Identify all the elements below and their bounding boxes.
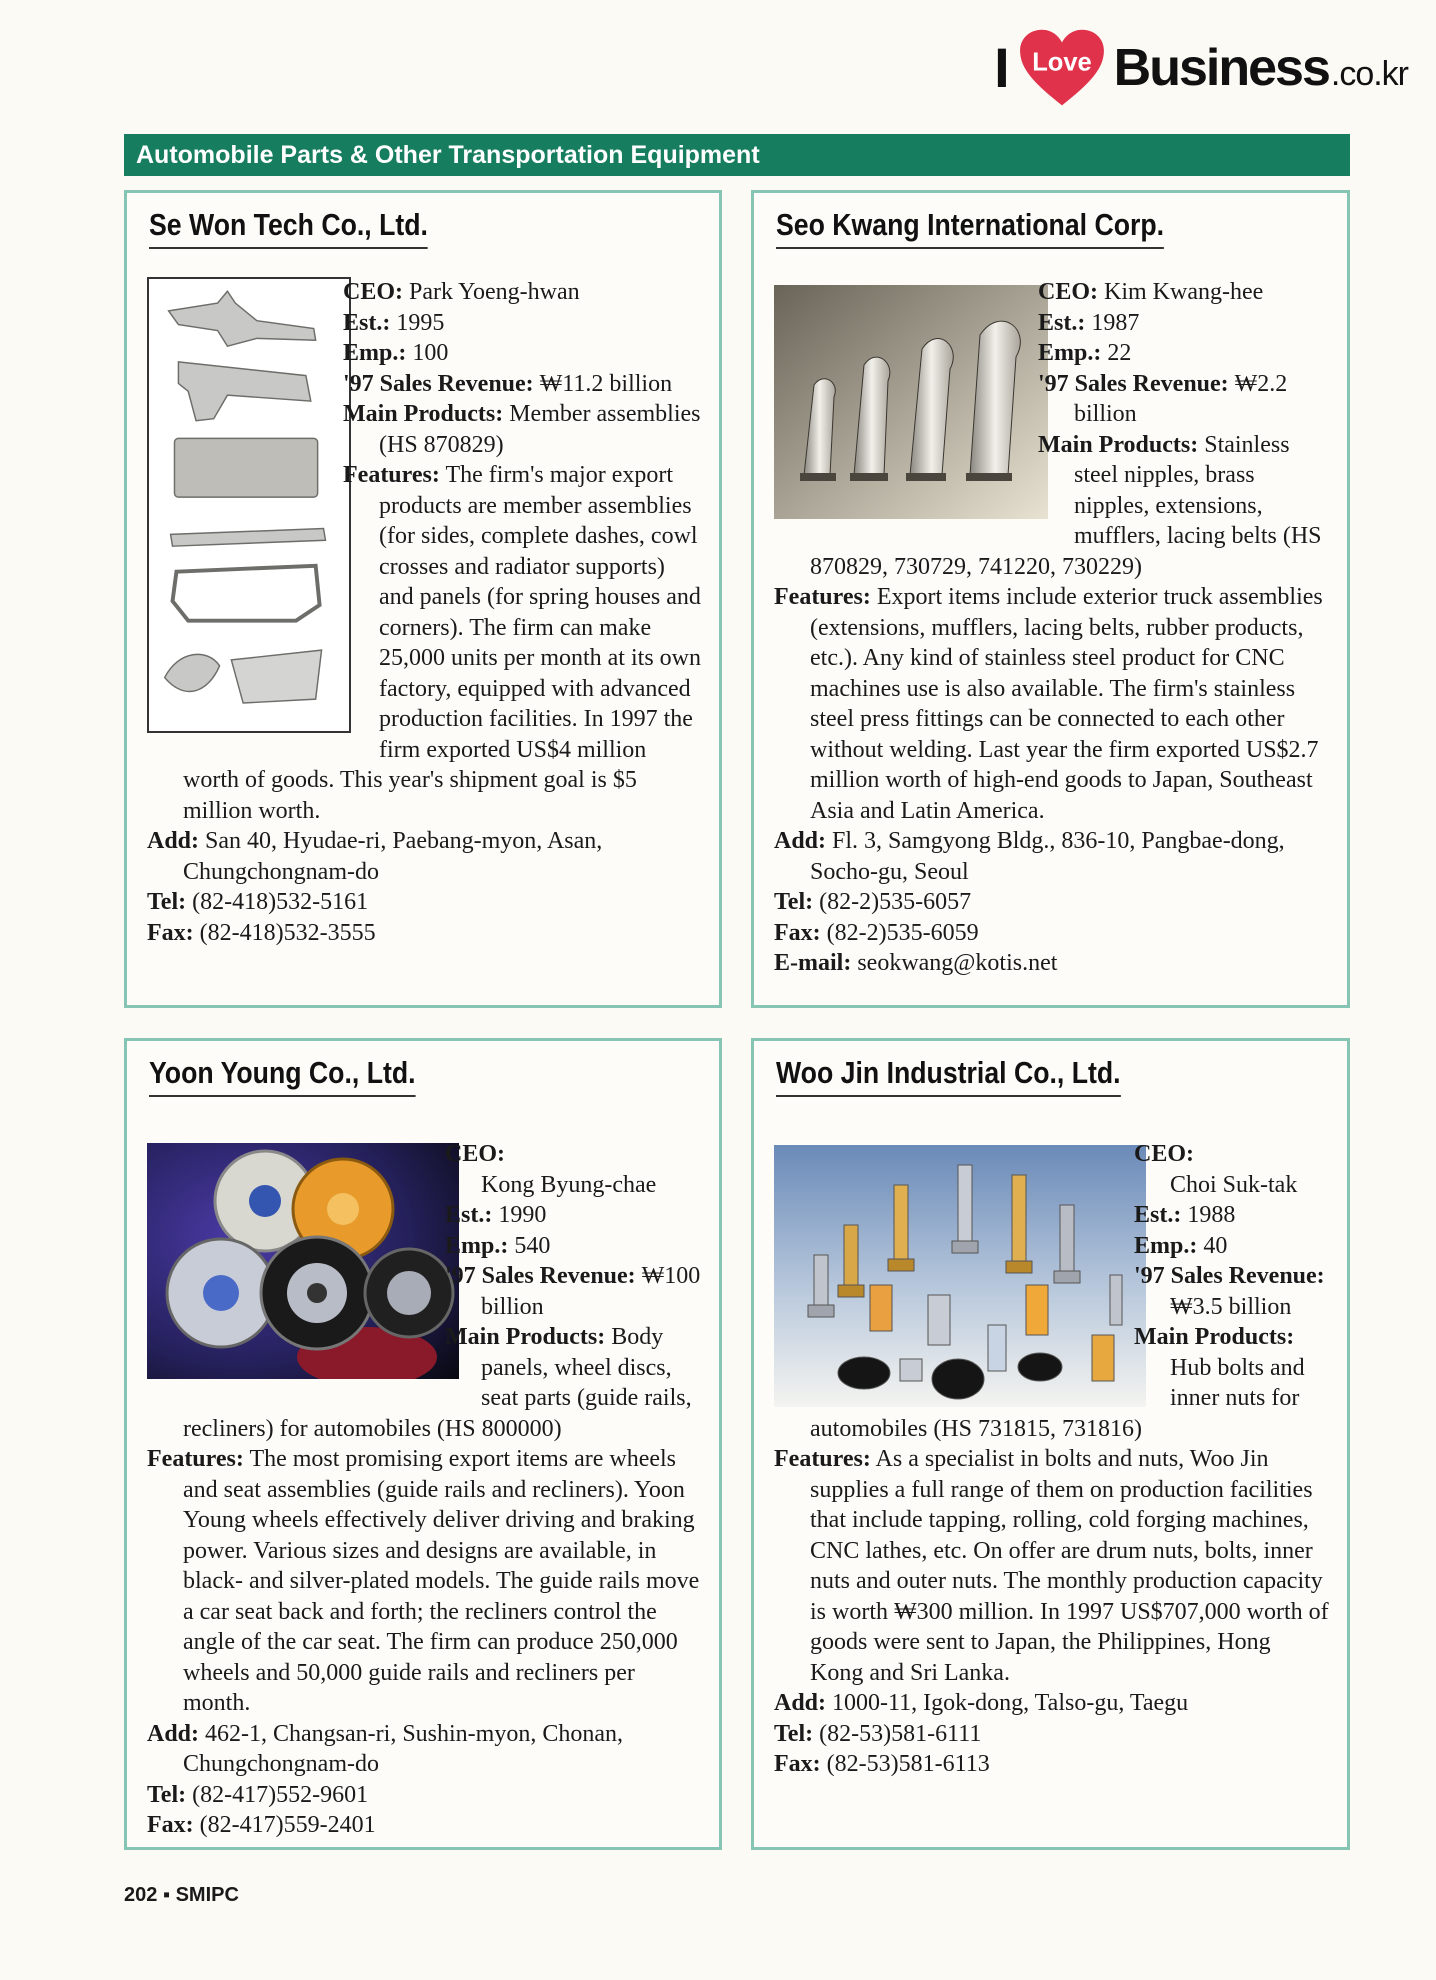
- add-value: 1000-11, Igok-dong, Talso-gu, Taegu: [832, 1690, 1189, 1716]
- add-label: Add:: [774, 1690, 827, 1716]
- sales-label: '97 Sales Revenue:: [343, 370, 534, 397]
- logo-love: Love: [1031, 48, 1092, 77]
- ceo-label: CEO:: [445, 1141, 505, 1167]
- tel-label: Tel:: [147, 889, 187, 915]
- company-card-se-won: [124, 190, 722, 1008]
- fax-value: (82-418)532-3555: [199, 919, 376, 946]
- fax-value: (82-53)581-6113: [826, 1751, 990, 1777]
- features-label: Features:: [774, 1446, 871, 1472]
- ceo-label: CEO:: [343, 279, 403, 305]
- tel-value: (82-53)581-6111: [819, 1720, 982, 1747]
- ceo-value: Park Yoeng-hwan: [409, 279, 580, 305]
- add-label: Add:: [774, 828, 827, 854]
- est-value: 1995: [396, 309, 445, 336]
- features-value: The firm's major export products are member assemblies (for sides, complete dashes, cowl crosses and radiator supports) and panels (for spring houses and corners). The firm can make 25,000 units per month at its own factory, equipped with advanced production facilities. In 1997 the firm exported US$4 million worth of goods. This year's shipment goal is $5 million worth.: [183, 462, 701, 824]
- stainless-nipples-photo: [774, 285, 1048, 519]
- products-label: Main Products:: [343, 401, 504, 427]
- products-value: Body panels, wheel discs, seat parts (guide rails, recliners) for automobiles (HS 800000): [183, 1324, 692, 1442]
- logo-domain: .co.kr: [1330, 54, 1408, 93]
- tel-value: (82-2)535-6057: [819, 889, 972, 915]
- tel-label: Tel:: [774, 1720, 814, 1747]
- page-number: 202: [124, 1884, 158, 1906]
- tel-label: Tel:: [147, 1781, 187, 1808]
- products-label: Main Products:: [445, 1324, 606, 1350]
- company-name: Woo Jin Industrial Co., Ltd.: [776, 1055, 1121, 1097]
- company-name: Se Won Tech Co., Ltd.: [149, 207, 428, 249]
- company-name: Seo Kwang International Corp.: [776, 207, 1164, 249]
- add-label: Add:: [147, 828, 200, 854]
- sales-label: '97 Sales Revenue:: [445, 1263, 636, 1289]
- est-label: Est.:: [1038, 309, 1086, 336]
- wheels-photo: [147, 1143, 459, 1379]
- products-label: Main Products:: [1134, 1324, 1295, 1350]
- sales-value: ₩3.5 billion: [1170, 1293, 1292, 1320]
- emp-value: 40: [1203, 1232, 1228, 1259]
- emp-label: Emp.:: [445, 1232, 509, 1259]
- sales-value: ₩11.2 billion: [539, 370, 673, 397]
- company-name: Yoon Young Co., Ltd.: [149, 1055, 416, 1097]
- fax-label: Fax:: [147, 1812, 194, 1838]
- sales-label: '97 Sales Revenue:: [1134, 1263, 1325, 1289]
- est-label: Est.:: [1134, 1202, 1182, 1228]
- hub-bolts-photo: [774, 1145, 1146, 1407]
- page-footer: [124, 1884, 239, 1907]
- tel-value: (82-418)532-5161: [192, 889, 369, 915]
- company-card-yoon-young: [124, 1038, 722, 1850]
- products-value: Stainless steel nipples, brass nipples, extensions, mufflers, lacing belts (HS 870829, 730729, 741220, 730229): [810, 431, 1322, 580]
- tel-label: Tel:: [774, 889, 814, 915]
- fax-value: (82-417)559-2401: [199, 1812, 376, 1838]
- company-card-woo-jin: [751, 1038, 1350, 1850]
- fax-label: Fax:: [147, 919, 194, 946]
- footer-bullet: ▪: [162, 1884, 171, 1906]
- company-card-seo-kwang: [751, 190, 1350, 1008]
- ceo-label: CEO:: [1134, 1141, 1194, 1167]
- tel-value: (82-417)552-9601: [192, 1781, 369, 1808]
- logo-i: I: [994, 36, 1010, 99]
- ceo-value: Choi Suk-tak: [1170, 1171, 1298, 1198]
- features-label: Features:: [343, 462, 440, 488]
- section-title: Automobile Parts & Other Transportation Equipment: [124, 134, 1350, 176]
- fax-value: (82-2)535-6059: [826, 919, 979, 946]
- site-logo: [994, 28, 1408, 108]
- products-value: Member assemblies (HS 870829): [379, 401, 701, 458]
- ceo-value: Kim Kwang-hee: [1104, 279, 1264, 305]
- est-value: 1990: [498, 1202, 547, 1228]
- sales-label: '97 Sales Revenue:: [1038, 370, 1229, 397]
- est-label: Est.:: [445, 1202, 493, 1228]
- add-value: 462-1, Changsan-ri, Sushin-myon, Chonan, Chungchongnam-do: [183, 1720, 624, 1777]
- emp-label: Emp.:: [343, 340, 407, 366]
- features-value: The most promising export items are wheels and seat assemblies (guide rails and recliners). Yoon Young wheels effectively deliver driving and braking power. Various sizes and designs are available, in black- and silver-plated models. The guide rails move a car seat back and forth; the recliners control the angle of the car seat. The firm can produce 250,000 wheels and 50,000 guide rails and recliners per month.: [183, 1446, 700, 1716]
- products-value: Hub bolts and inner nuts for automobiles (HS 731815, 731816): [810, 1354, 1305, 1442]
- publication-name: SMIPC: [175, 1884, 239, 1906]
- add-label: Add:: [147, 1720, 200, 1747]
- emp-label: Emp.:: [1134, 1232, 1198, 1259]
- fax-label: Fax:: [774, 1751, 821, 1777]
- heart-icon: [1016, 27, 1108, 109]
- emp-value: 540: [514, 1232, 551, 1259]
- emp-label: Emp.:: [1038, 340, 1102, 366]
- features-label: Features:: [147, 1446, 244, 1472]
- products-label: Main Products:: [1038, 431, 1199, 458]
- est-label: Est.:: [343, 309, 391, 336]
- fax-label: Fax:: [774, 919, 821, 946]
- ceo-label: CEO:: [1038, 279, 1098, 305]
- features-value: Export items include exterior truck assemblies (extensions, mufflers, lacing belts, rubber products, etc.). Any kind of stainless steel product for CNC machines use is also available. The firm's stainless steel press fittings can be connected to each other without welding. Last year the firm exported US$2.7 million worth of high-end goods to Japan, Southeast Asia and Latin America.: [810, 584, 1323, 824]
- features-label: Features:: [774, 584, 871, 610]
- add-value: Fl. 3, Samgyong Bldg., 836-10, Pangbae-dong, Socho-gu, Seoul: [810, 828, 1285, 885]
- emp-value: 22: [1107, 340, 1132, 366]
- member-assemblies-photo: [147, 277, 351, 733]
- features-value: As a specialist in bolts and nuts, Woo Jin supplies a full range of them on production facilities that include tapping, rolling, cold forging machines, CNC lathes, etc. On offer are drum nuts, bolts, inner nuts and outer nuts. The monthly production capacity is worth ₩300 million. In 1997 US$707,000 worth of goods were sent to Japan, the Philippines, Hong Kong and Sri Lanka.: [810, 1446, 1329, 1686]
- email-label: E-mail:: [774, 950, 852, 976]
- est-value: 1988: [1187, 1202, 1236, 1228]
- emp-value: 100: [412, 340, 449, 366]
- logo-business: Business: [1113, 39, 1329, 97]
- add-value: San 40, Hyudae-ri, Paebang-myon, Asan, Chungchongnam-do: [183, 828, 603, 885]
- ceo-value: Kong Byung-chae: [481, 1171, 657, 1198]
- est-value: 1987: [1091, 309, 1140, 336]
- email-value: seokwang@kotis.net: [857, 950, 1058, 976]
- sales-value: ₩100 billion: [481, 1263, 701, 1320]
- sales-value: ₩2.2 billion: [1074, 370, 1288, 427]
